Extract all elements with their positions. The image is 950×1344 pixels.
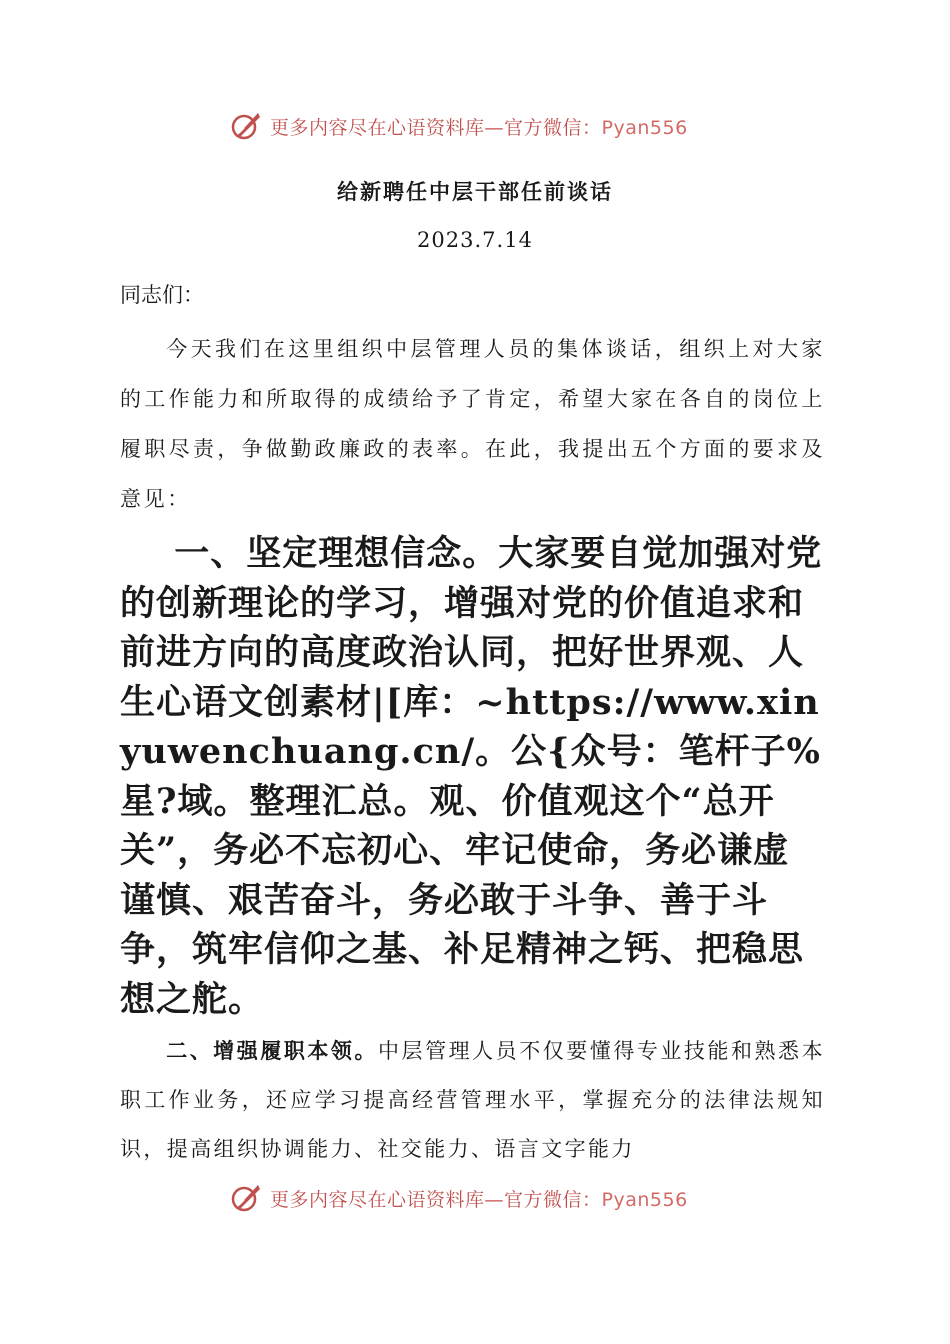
quill-logo-icon [230, 109, 264, 143]
watermark-text: 更多内容尽在心语资料库—官方微信：Pyan556 [270, 1188, 688, 1211]
document-body [120, 276, 825, 1174]
watermark-header [230, 108, 688, 144]
section-2-body: 中层管理人员不仅要懂得专业技能和熟悉本职工作业务，还应学习提高经营管理水平，掌握充分的法律法规知识，提高组织协调能力、社交能力、语言文字能力 [120, 1039, 825, 1161]
watermark-text: 更多内容尽在心语资料库—官方微信：Pyan556 [270, 116, 688, 139]
document-date: 2023.7.14 [417, 228, 533, 252]
section-2-paragraph [120, 1026, 825, 1174]
document-title: 给新聘任中层干部任前谈话 [337, 179, 613, 204]
salutation: 同志们： [120, 283, 204, 307]
section-2-heading: 二、增强履职本领。 [166, 1038, 378, 1063]
section-1-paragraph: 一、坚定理想信念。大家要自觉加强对党的创新理论的学习，增强对党的价值追求和前进方向的高度政治认同，把好世界观、人生心语文创素材|[库：~https://www.xinyuwenchuang.cn/。公{众号：笔杆子%星?域。整理汇总。观、价值观这个“总开关”，务必不忘初心、牢记使命，务必谦虚谨慎、艰苦奋斗，务必敢于斗争、善于斗争，筑牢信仰之基、补足精神之钙、把稳思想之舵。 [120, 533, 823, 1020]
quill-logo-icon [230, 1181, 264, 1215]
watermark-footer [230, 1180, 688, 1216]
intro-paragraph: 今天我们在这里组织中层管理人员的集体谈话，组织上对大家的工作能力和所取得的成绩给予了肯定，希望大家在各自的岗位上履职尽责，争做勤政廉政的表率。在此，我提出五个方面的要求及意见： [120, 337, 825, 511]
